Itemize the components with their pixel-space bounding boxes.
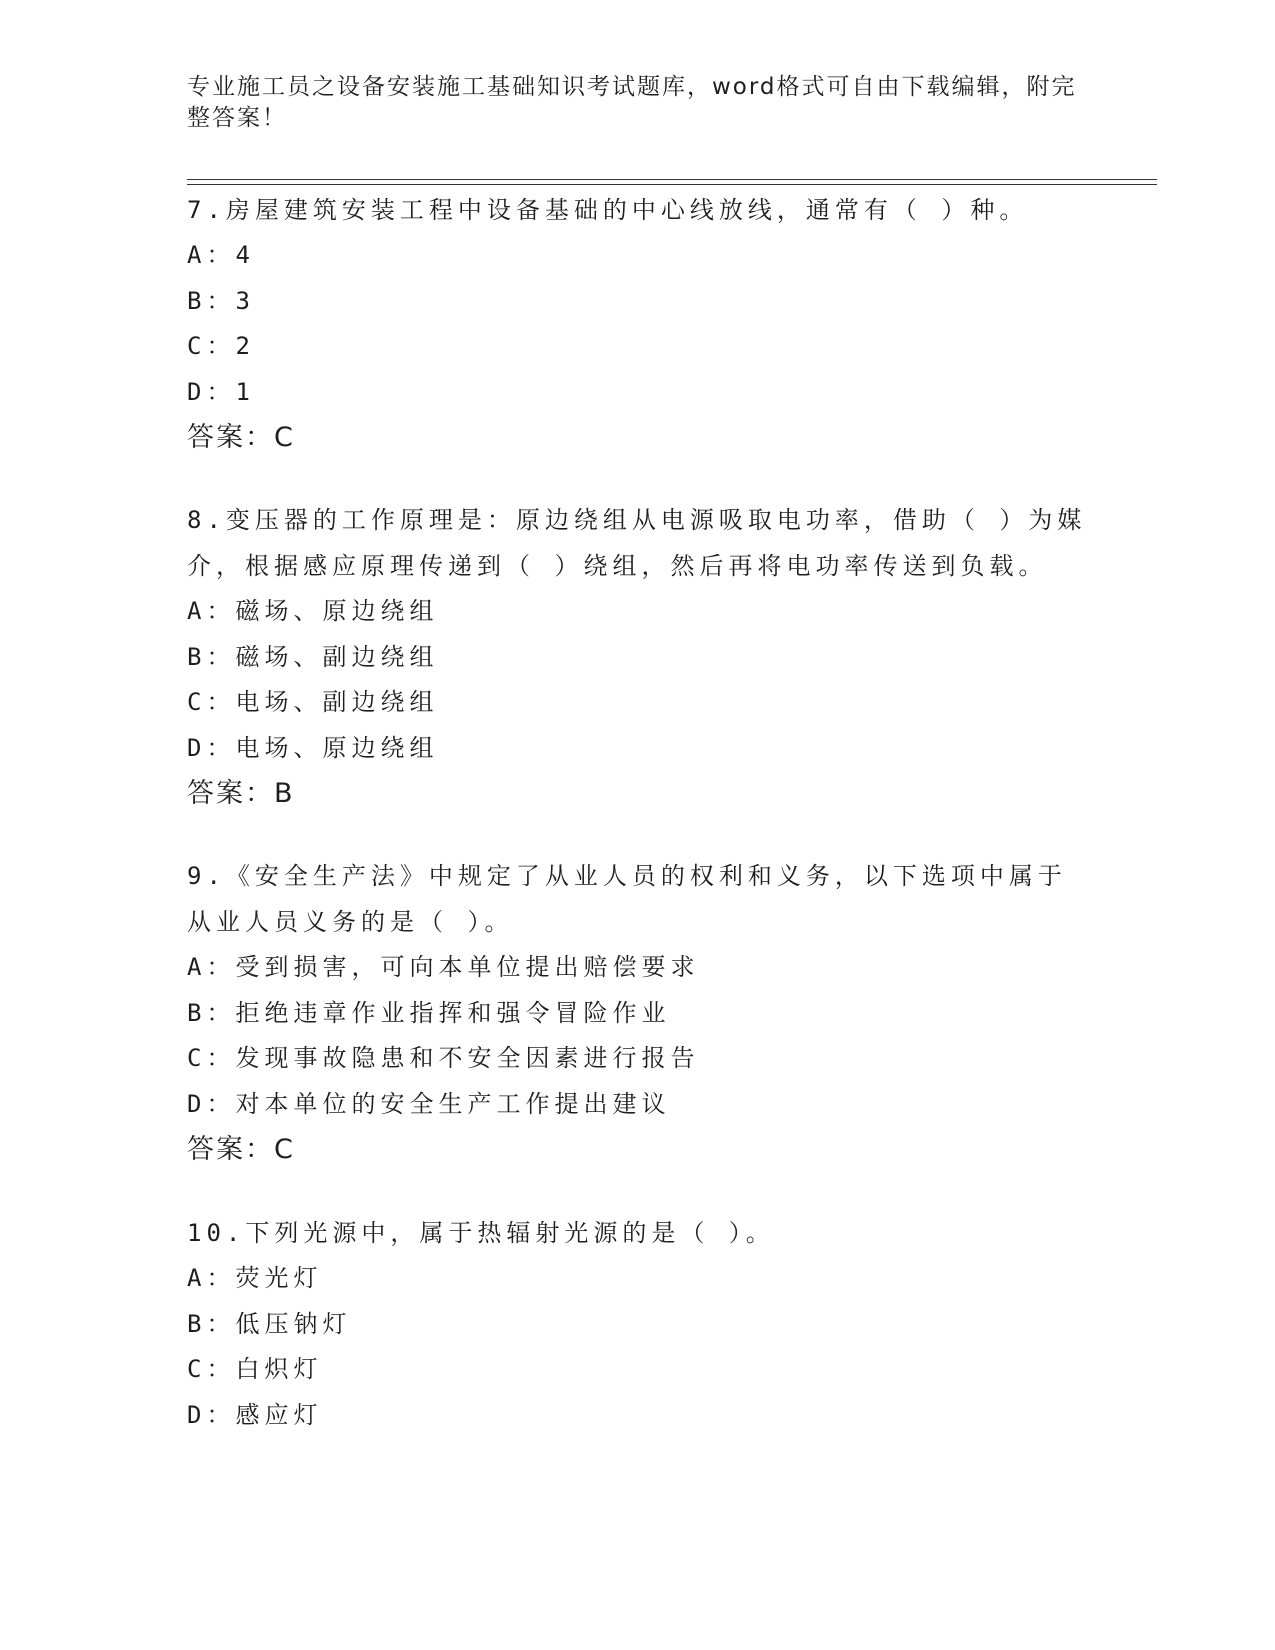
question-text-line-2: 介，根据感应原理传递到（ ）绕组，然后再将电功率传送到负载。	[187, 552, 1048, 580]
answer-value: B	[274, 778, 295, 809]
header-divider-top	[187, 179, 1157, 180]
option-b: B：3	[187, 286, 255, 315]
answer	[187, 415, 1107, 461]
question-7	[187, 187, 1107, 461]
answer-label: 答案：	[187, 1134, 274, 1165]
question-text: 7.房屋建筑安装工程中设备基础的中心线放线，通常有（ ）种。	[187, 196, 1029, 224]
question-text-line-2: 从业人员义务的是（ ）。	[187, 908, 514, 936]
option-d: D：电场、原边绕组	[187, 733, 439, 762]
option-a: A：4	[187, 241, 255, 269]
question-text-line-1: 8.变压器的工作原理是：原边绕组从电源吸取电功率，借助（ ）为媒	[187, 506, 1087, 534]
option-c: C：发现事故隐患和不安全因素进行报告	[187, 1044, 700, 1072]
option-b: B：低压钠灯	[187, 1309, 352, 1338]
option-b: B：拒绝违章作业指挥和强令冒险作业	[187, 998, 671, 1027]
answer	[187, 1127, 1107, 1173]
answer-label: 答案：	[187, 778, 274, 809]
document-header	[187, 72, 1087, 134]
header-line-1: 专业施工员之设备安装施工基础知识考试题库，word格式可自由下载编辑，附完	[187, 74, 1077, 100]
option-d: D：1	[187, 377, 255, 406]
question-8	[187, 497, 1107, 817]
answer-value: C	[274, 1134, 295, 1165]
header-line-2: 整答案！	[187, 105, 287, 131]
question-text-line-1: 9.《安全生产法》中规定了从业人员的权利和义务，以下选项中属于	[187, 862, 1067, 890]
option-d: D：对本单位的安全生产工作提出建议	[187, 1089, 671, 1118]
option-c: C：2	[187, 332, 255, 360]
question-9	[187, 853, 1107, 1173]
answer-label: 答案：	[187, 422, 274, 453]
option-a: A：荧光灯	[187, 1264, 323, 1292]
answer-value: C	[274, 422, 295, 453]
question-text: 10.下列光源中，属于热辐射光源的是（ ）。	[187, 1219, 775, 1247]
question-10	[187, 1210, 1107, 1438]
option-b: B：磁场、副边绕组	[187, 642, 439, 671]
option-d: D：感应灯	[187, 1400, 323, 1429]
option-a: A：磁场、原边绕组	[187, 597, 439, 625]
option-a: A：受到损害，可向本单位提出赔偿要求	[187, 953, 700, 981]
option-c: C：电场、副边绕组	[187, 688, 439, 716]
option-c: C：白炽灯	[187, 1355, 323, 1383]
header-divider-bottom	[187, 184, 1157, 185]
answer	[187, 771, 1107, 817]
